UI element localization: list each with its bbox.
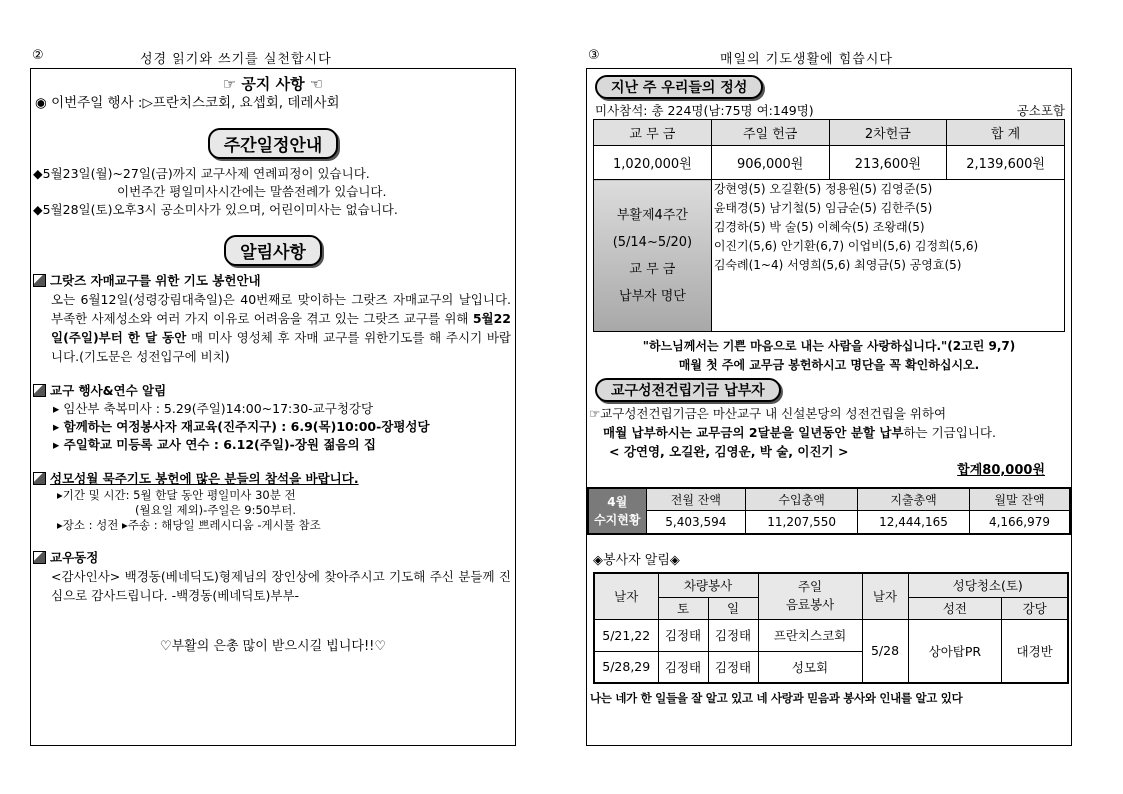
table-cell: 906,000원 bbox=[711, 146, 829, 180]
verse-note: 매월 첫 주에 교무금 봉헌하시고 명단을 꼭 확인하십시오. bbox=[678, 358, 980, 372]
fund-line: ☞교구성전건립기금은 마산교구 내 신설본당의 성전건립을 위하여 bbox=[589, 406, 947, 421]
section-title: 교구 행사&연수 알림 bbox=[31, 382, 515, 400]
table-row bbox=[594, 619, 1068, 651]
section-list bbox=[31, 400, 515, 454]
list-item: 이진기(5,6) 안기환(6,7) 이업비(5,6) 김정희(5,6) bbox=[713, 239, 979, 253]
square-bullet-icon bbox=[33, 384, 46, 397]
list-item: ▸ 함께하는 여정봉사자 재교육(진주지구) : 6.9(목)10:00-장평성당 bbox=[53, 419, 430, 434]
table-cell: 김정태 bbox=[708, 651, 758, 683]
offering-table bbox=[593, 119, 1065, 332]
page-number-right: ③ bbox=[588, 48, 601, 63]
square-bullet-icon bbox=[33, 472, 46, 485]
donor-label: 부활제4주간 (5/14~5/20) 교 무 금 납부자 명단 bbox=[594, 180, 712, 332]
section-title: 교우동정 bbox=[31, 549, 515, 567]
page-number-left: ② bbox=[32, 48, 45, 63]
table-header: 2차헌금 bbox=[829, 120, 947, 146]
table-cell: 상아탑PR bbox=[908, 619, 1002, 683]
volunteer-table bbox=[593, 572, 1069, 684]
table-cell: 김정태 bbox=[658, 651, 708, 683]
table-cell: 5,403,594 bbox=[646, 510, 746, 534]
table-cell: 11,207,550 bbox=[746, 510, 858, 534]
table-header: 전월 잔액 bbox=[646, 488, 746, 510]
list-item: ▸장소 : 성전 ▸주송 : 해당일 쁘레시디움 -게시물 참조 bbox=[57, 518, 321, 532]
fund-line: 매월 납부하시는 교무금의 2달분을 일년동안 분할 납부하는 기금입니다. bbox=[603, 425, 996, 440]
list-item: ▸ 주일학교 미등록 교사 연수 : 6.12(주일)-장원 젊음의 집 bbox=[53, 437, 376, 452]
notice2-title: 알림사항 bbox=[224, 235, 322, 266]
table-cell: 213,600원 bbox=[829, 146, 947, 180]
footer-verse: 나는 네가 한 일들을 잘 알고 있고 네 사랑과 믿음과 봉사와 인내를 알고 있다 bbox=[590, 691, 963, 705]
section-title: 성모성월 묵주기도 봉헌에 많은 분들의 참석을 바랍니다. bbox=[31, 470, 515, 488]
schedule-item: ◆5월23일(월)~27일(금)까지 교구사제 연례피정이 있습니다. bbox=[33, 166, 370, 181]
table-header: 성당청소(토) bbox=[908, 573, 1068, 597]
left-page bbox=[30, 68, 516, 746]
schedule-title: 주간일정안내 bbox=[208, 128, 339, 159]
table-cell: 김정태 bbox=[658, 619, 708, 651]
table-cell: 김정태 bbox=[708, 619, 758, 651]
table-cell: 대경반 bbox=[1002, 619, 1068, 683]
volunteer-title: ◈봉사자 알림◈ bbox=[593, 553, 680, 568]
section-body: <감사인사> 백경동(베네딕도)형제님의 장인상에 찾아주시고 기도해 주신 분들께 진심으로 감사드립니다. -백경동(베네딕토)부부- bbox=[51, 569, 511, 603]
table-cell: 1,020,000원 bbox=[594, 146, 712, 180]
table-header: 합 계 bbox=[947, 120, 1065, 146]
list-item: 강현영(5) 오길환(5) 정용원(5) 김영준(5) bbox=[713, 182, 933, 196]
list-item: 김숙례(1~4) 서영희(5,6) 최영금(5) 공영효(5) bbox=[713, 258, 962, 272]
table-cell: 성모회 bbox=[758, 651, 862, 683]
table-header: 월말 잔액 bbox=[970, 488, 1071, 510]
right-page bbox=[586, 68, 1072, 746]
schedule-item: ◆5월28일(토)오후3시 공소미사가 있으며, 어린이미사는 없습니다. bbox=[33, 202, 398, 217]
list-item: ▸ 임산부 축복미사 : 5.29(주일)14:00~17:30-교구청강당 bbox=[53, 401, 374, 416]
donor-list bbox=[711, 180, 1064, 332]
month-label: 4월 수지현황 bbox=[588, 488, 646, 534]
offering-title: 지난 주 우리들의 정성 bbox=[595, 75, 763, 99]
fund-total: 합계80,000원 bbox=[957, 463, 1045, 478]
table-header: 주일 헌금 bbox=[711, 120, 829, 146]
event-marker: ◉ bbox=[35, 95, 47, 111]
event-line bbox=[31, 94, 515, 112]
table-cell: 프란치스코회 bbox=[758, 619, 862, 651]
fund-title: 교구성전건립기금 납부자 bbox=[595, 378, 781, 402]
schedule-item: 이번주간 평일미사시간에는 말씀전례가 있습니다. bbox=[117, 184, 387, 199]
page-header-left: 성경 읽기와 쓰기를 실천합시다 bbox=[140, 52, 332, 67]
table-header: 날자 bbox=[594, 573, 658, 619]
notice-title: ☞ 공지 사항 ☜ bbox=[222, 75, 324, 93]
attendance-note: 공소포함 bbox=[1016, 103, 1065, 118]
list-item: (월요일 제외)-주일은 9:50부터. bbox=[135, 503, 297, 517]
table-header: 토 bbox=[658, 597, 708, 619]
table-cell: 2,139,600원 bbox=[947, 146, 1065, 180]
fund-names: < 강연영, 오길완, 김영운, 박 술, 이진기 > bbox=[609, 444, 849, 459]
page-header-right: 매일의 기도생활에 힘씁시다 bbox=[720, 52, 893, 67]
table-header: 강당 bbox=[1002, 597, 1068, 619]
table-header: 차량봉사 bbox=[658, 573, 758, 597]
section-body: 오는 6월12일(성령강림대축일)은 40번째로 맞이하는 그랏즈 자매교구의 날입니다. 부족한 사제성소와 여러 가지 이유로 어려움을 겪고 있는 그랏즈 교구를 위해 5월22일(주일)부터 한 달 동안 매 미사 영성체 후 자매 교구를 위한기도를 해 주시기 바랍니다.(기도문은 성전입구에 비치) bbox=[51, 292, 511, 364]
schedule-list bbox=[31, 165, 515, 219]
list-item: 김경하(5) 박 술(5) 이혜숙(5) 조왕래(5) bbox=[713, 220, 925, 234]
table-cell: 5/28 bbox=[862, 619, 908, 683]
attendance: 미사참석: 총 224명(남:75명 여:149명) bbox=[595, 103, 814, 118]
square-bullet-icon bbox=[33, 274, 46, 287]
ledger-table bbox=[587, 487, 1071, 535]
square-bullet-icon bbox=[33, 551, 46, 564]
table-header: 교 무 금 bbox=[594, 120, 712, 146]
table-header: 날자 bbox=[862, 573, 908, 619]
table-header: 지출총액 bbox=[858, 488, 970, 510]
table-cell: 4,166,979 bbox=[970, 510, 1071, 534]
table-cell: 5/21,22 bbox=[594, 619, 658, 651]
section-title: 그랏즈 자매교구를 위한 기도 봉헌안내 bbox=[31, 272, 515, 290]
table-header: 주일 음료봉사 bbox=[758, 573, 862, 619]
table-header: 성전 bbox=[908, 597, 1002, 619]
table-header: 수입총액 bbox=[746, 488, 858, 510]
table-cell: 5/28,29 bbox=[594, 651, 658, 683]
closing-message: ♡부활의 은총 많이 받으시길 빕니다!!♡ bbox=[159, 639, 387, 654]
table-header: 일 bbox=[708, 597, 758, 619]
list-item: ▸기간 및 시간: 5월 한달 동안 평일미사 30분 전 bbox=[57, 488, 296, 502]
list-item: 윤태경(5) 남기철(5) 임금순(5) 김한주(5) bbox=[713, 201, 933, 215]
verse: "하느님께서는 기쁜 마음으로 내는 사람을 사랑하십니다."(2고린 9,7) bbox=[642, 339, 1016, 353]
event-text: 이번주일 행사 :▷프란치스코회, 요셉회, 데레사회 bbox=[51, 95, 340, 111]
table-cell: 12,444,165 bbox=[858, 510, 970, 534]
section-list bbox=[31, 488, 515, 533]
